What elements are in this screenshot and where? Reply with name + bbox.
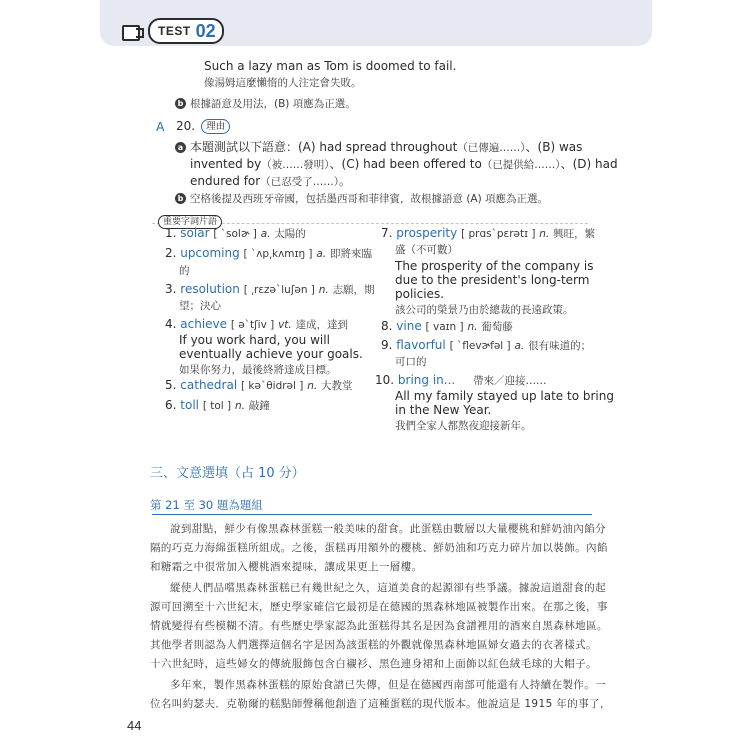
vocab-pos: n. [467,321,478,333]
vocab-ipa: [ ˋʌp͵kʌmɪŋ ] [243,248,313,260]
vocab-num: 6. [165,398,177,412]
vocab-word: prosperity [396,226,458,240]
vocab-pos: n. [318,284,329,296]
vocab-ipa: [ vaɪn ] [425,321,464,333]
vocab-example: If you work hard, you will [179,333,330,347]
reason-badge: 理由 [201,119,230,134]
passage-line: 情就變得有些模糊不清。有些歷史學家認為此蛋糕得其名是因為食譜裡用的酒來自黑森林地區。 [150,620,608,632]
vocab-word: upcoming [180,246,240,260]
vocab-ipa: [ tol ] [202,400,232,412]
vocab-item-7-cont: 盛（不可數） [395,244,458,256]
vocab-example-zh: 該公司的榮景乃由於總裁的長遠政策。 [395,304,574,316]
section-title: 三、文意選填（占 10 分） [150,466,305,481]
a1b: （已傳遍……） [457,142,526,154]
group-title: 第 21 至 30 題為題組 [150,498,263,512]
vocab-item-9 [381,338,591,353]
test-label [122,18,224,44]
example-translation: 像湯姆這麼懶惰的人注定會失敗。 [204,77,362,89]
vocab-item-1 [165,226,306,241]
vocab-item-8 [381,319,513,334]
vocab-zh: 即將來臨 [329,248,372,260]
passage-line: 源可回溯至十六世紀末，歷史學家確信它最初是在德國的黑森林地區被製作出來。在那之後，事 [150,601,608,613]
vocab-item-2-cont: 的 [179,265,190,277]
explain-b [175,191,548,206]
test-pill [148,18,224,44]
question-number-text: 20. [176,119,196,133]
vocab-example-zh: 我們全家人都熬夜迎接新年。 [395,420,532,432]
a2c: 、(C) had been offered to [329,157,482,171]
vocab-ipa: [ ˋsolɚ ] [213,228,257,240]
vocab-example: All my family stayed up late to bring [395,389,614,403]
explain-b-text: 空格後提及西班牙帝國，包括墨西哥和菲律賓，故根據語意 (A) 項應為正選。 [190,193,549,205]
vocab-pos: n. [234,400,245,412]
vocab-item-2 [165,246,372,261]
circled-b-icon: b [175,193,186,204]
a3b: （已忍受了……） [260,176,339,188]
vocab-num: 3. [165,282,177,296]
vocab-ipa: [ prɑsˋpɛrətɪ ] [461,228,536,240]
vocab-zh: 葡萄藤 [481,321,513,333]
vocab-example: policies. [395,287,445,301]
vocab-item-7 [381,226,595,241]
vocab-item-3 [165,282,375,297]
answer-letter: A [156,119,165,134]
vocab-word: vine [396,319,422,333]
vocab-item-5 [165,378,353,393]
a2e: 、(D) had [560,157,618,171]
vocab-zh: 帶來／迎接…… [473,375,547,387]
vocab-ipa: [ ˋflevɚfəl ] [449,340,511,352]
a3a: endured for [190,174,261,188]
question-number [176,119,230,134]
passage-line: 和糖霜之中很常加入櫻桃酒來提味，讓成果更上一層樓。 [150,561,423,573]
vocab-num: 2. [165,246,177,260]
vocab-num: 8. [381,319,393,333]
vocab-example: in the New Year. [395,403,492,417]
explain-a-line3 [190,172,351,189]
vocab-num: 7. [381,226,393,240]
vocab-example: due to the president's long-term [395,273,590,287]
test-text: TEST [158,24,191,38]
group-underline [152,514,592,515]
vocab-pos: n. [539,228,550,240]
vocab-word: flavorful [396,338,446,352]
a2a: invented by [190,157,262,171]
vocab-badge: 重要字詞片語 [158,215,222,229]
example-sentence: Such a lazy man as Tom is doomed to fail. [204,59,457,73]
explain-a-line2 [190,155,618,172]
a1a: 本題測試以下語意：(A) had spread throughout [190,140,458,154]
vocab-num: 4. [165,317,177,331]
vocab-word: solar [180,226,210,240]
vocab-num: 5. [165,378,177,392]
vocab-example-zh: 如果你努力，最後終將達成目標。 [179,364,337,376]
vocab-zh: 志願，期 [332,284,375,296]
megaphone-icon [122,22,144,40]
vocab-pos: a. [316,248,327,260]
passage-line: 縱使人們品嚐黑森林蛋糕已有幾世紀之久，這道美食的起源卻有些爭議。據說這道甜食的起 [170,582,606,594]
circled-b-icon: b [175,98,186,109]
passage-line: 其他學者則認為人們選擇這個名字是因為該蛋糕的外觀就像黑森林地區婦女過去的衣著樣式。 [150,639,597,651]
note-b-first [175,96,356,111]
vocab-pos: a. [514,340,525,352]
vocab-num: 9. [381,338,393,352]
passage-line: 說到甜點，鮮少有像黑森林蛋糕一般美味的甜食。此蛋糕由數層以大量櫻桃和鮮奶油內餡分 [170,523,606,535]
test-number: 02 [195,20,216,41]
a1c: 、(B) was [525,140,583,154]
vocab-word: cathedral [180,378,238,392]
a2d: （已提供給……） [481,159,561,171]
vocab-item-6 [165,398,270,413]
vocab-pos: n. [307,380,318,392]
vocab-zh: 大教堂 [321,380,353,392]
a3c: 。 [338,174,351,188]
vocab-item-9-cont: 可口的 [395,356,427,368]
vocab-item-3-cont: 望；決心 [179,300,221,312]
vocab-example: The prosperity of the company is [395,259,594,273]
vocab-num: 1. [165,226,177,240]
vocab-item-10 [375,373,547,388]
vocab-ipa: [ kəˋθidrəl ] [241,380,304,392]
passage-line: 隔的巧克力海綿蛋糕所組成。之後，蛋糕再用額外的櫻桃、鮮奶油和巧克力碎片加以裝飾。內餡 [150,542,608,554]
passage-line: 多年來，製作黑森林蛋糕的原始食譜已失傳，但是在德國西南部可能還有人持續在製作。一 [170,679,606,691]
vocab-example: eventually achieve your goals. [179,347,363,361]
vocab-word: resolution [180,282,240,296]
vocab-num: 10. [375,373,395,387]
vocab-pos: a. [260,228,271,240]
vocab-word: bring in... [397,373,456,387]
a2b: （被……發明） [261,159,330,171]
note-b-text: 根據語意及用法，(B) 項應為正選。 [190,98,356,110]
vocab-zh: 太陽的 [274,228,306,240]
vocab-zh: 敲鐘 [248,400,270,412]
vocab-zh: 很有味道的； [528,340,592,352]
vocab-pos: vt. [278,319,292,331]
vocab-ipa: [ əˋtʃiv ] [230,319,275,331]
vocab-zh: 達成，達到 [295,319,349,331]
page-number: 44 [127,718,142,733]
passage-line: 位名叫約瑟夫．克勒爾的糕點師聲稱他創造了這種蛋糕的現代版本。他說這是 1915 年的事了， [150,698,611,710]
vocab-zh: 興旺，繁 [553,228,596,240]
explain-a-line1 [175,138,582,155]
vocab-word: achieve [180,317,228,331]
passage-line: 十六世紀時，這些婦女的傳統服飾包含白襯衫、黑色連身裙和上面飾以紅色絨毛球的大帽子。 [150,658,597,670]
vocab-word: toll [180,398,199,412]
vocab-item-4 [165,317,348,332]
vocab-ipa: [ ͵rɛzəˋluʃən ] [243,284,315,296]
circled-a-icon: a [175,142,186,153]
